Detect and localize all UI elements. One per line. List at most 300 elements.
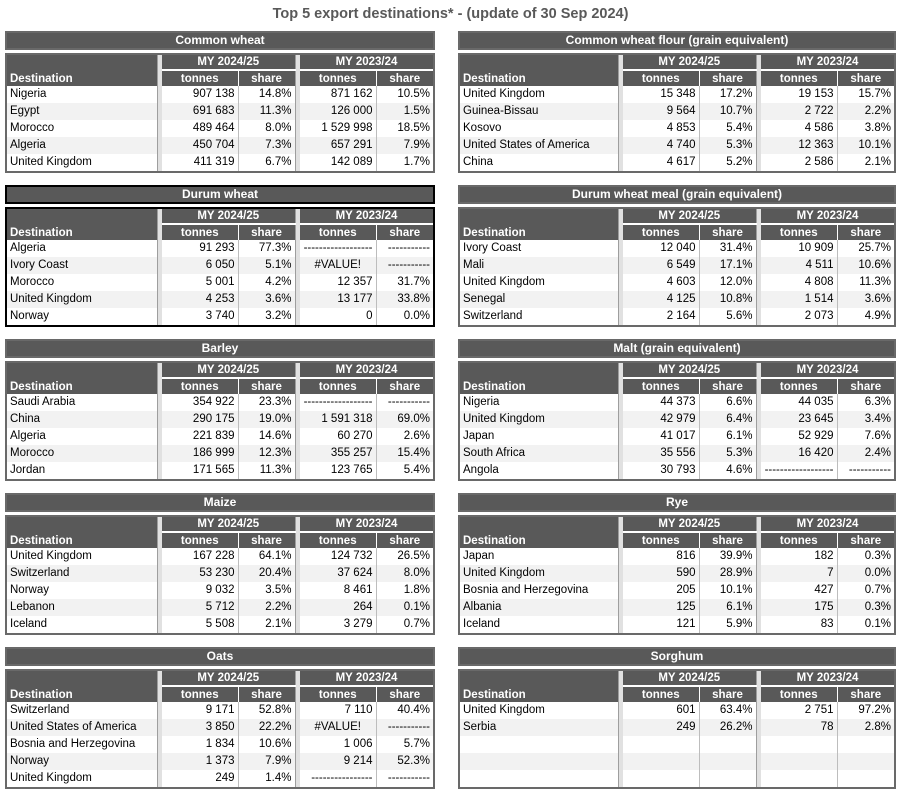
table-oats	[5, 647, 435, 789]
table-body	[458, 669, 896, 789]
share-previous-cell: 2.1%	[837, 154, 894, 171]
table-row	[460, 616, 894, 633]
table-body	[458, 53, 896, 173]
tonnes-header: tonnes	[761, 378, 837, 394]
my-2023-24-header: MY 2023/24	[761, 517, 894, 532]
table-title: Durum wheat	[5, 185, 435, 204]
table-body	[5, 53, 435, 173]
share-current-cell: 6.7%	[238, 154, 295, 171]
table-body	[458, 515, 896, 635]
my-2023-24-header: MY 2023/24	[761, 55, 894, 70]
tonnes-previous-cell: 12 363	[761, 137, 837, 154]
table-row	[460, 719, 894, 736]
my-2024-25-header: MY 2024/25	[162, 671, 295, 686]
share-current-cell: 3.2%	[238, 308, 295, 325]
share-previous-cell: 2.8%	[837, 719, 894, 736]
table-row	[460, 274, 894, 291]
share-current-cell: 3.6%	[238, 291, 295, 308]
table-row	[7, 394, 433, 411]
share-previous-cell: 7.6%	[837, 428, 894, 445]
share-current-cell: 11.3%	[238, 103, 295, 120]
header-group-row	[7, 209, 433, 224]
table-row	[460, 736, 894, 753]
table-row	[460, 445, 894, 462]
tonnes-current-cell: 9 032	[205, 584, 235, 596]
tonnes-current-cell: 2 164	[666, 310, 696, 322]
share-header: share	[238, 686, 295, 702]
share-header: share	[699, 378, 756, 394]
table-barley	[5, 339, 435, 481]
destination-header: Destination	[460, 517, 618, 548]
tonnes-current-cell: 171 565	[192, 464, 235, 476]
data-table	[7, 55, 433, 171]
data-table	[7, 363, 433, 479]
tonnes-previous-cell: 8 461	[343, 584, 373, 596]
tonnes-previous-cell: 1 514	[761, 291, 837, 308]
destination-cell: Morocco	[10, 276, 55, 288]
tonnes-previous-cell: 16 420	[761, 445, 837, 462]
share-current-cell: 17.1%	[699, 257, 756, 274]
destination-cell: Morocco	[7, 445, 157, 462]
destination-cell: Bosnia and Herzegovina	[463, 584, 589, 596]
tonnes-previous-cell: ------------------	[303, 242, 373, 254]
tonnes-previous-cell: 10 909	[798, 242, 834, 254]
tonnes-current-cell: 450 704	[162, 137, 238, 154]
table-title: Rye	[458, 493, 896, 512]
table-common-wheat	[5, 31, 435, 173]
share-current-cell: 7.9%	[238, 753, 295, 770]
table-row	[460, 137, 894, 154]
share-current-cell: 2.2%	[238, 599, 295, 616]
destination-cell: United Kingdom	[7, 291, 157, 308]
table-durum-wheat	[5, 185, 435, 327]
destination-cell: Algeria	[10, 242, 46, 254]
table-row	[7, 565, 433, 582]
tonnes-current-cell: 601	[676, 704, 696, 716]
tonnes-previous-cell: 12 357	[337, 276, 373, 288]
table-row	[7, 240, 433, 257]
tonnes-current-cell: 816	[676, 550, 696, 562]
my-2023-24-header: MY 2023/24	[300, 55, 433, 70]
tonnes-current-cell: 1 834	[205, 738, 235, 750]
table-row	[460, 548, 894, 565]
table-body	[5, 669, 435, 789]
destination-cell: South Africa	[460, 445, 618, 462]
share-header: share	[699, 70, 756, 86]
tonnes-current-cell: 4 617	[666, 156, 696, 168]
destination-header: Destination	[460, 209, 618, 240]
tonnes-header: tonnes	[623, 70, 699, 86]
table-title: Oats	[5, 647, 435, 666]
share-current-cell: 6.6%	[699, 394, 756, 411]
table-row	[7, 582, 433, 599]
header-group-row	[7, 363, 433, 378]
share-previous-cell: 26.5%	[376, 548, 433, 565]
table-row	[7, 462, 433, 479]
table-row	[7, 274, 433, 291]
destination-cell: Senegal	[460, 291, 618, 308]
table-row	[7, 736, 433, 753]
data-table	[7, 671, 433, 787]
tonnes-previous-cell: ----------------	[311, 772, 373, 784]
table-row	[460, 86, 894, 103]
destination-cell: United Kingdom	[10, 550, 92, 562]
share-current-cell: 8.0%	[238, 120, 295, 137]
tonnes-previous-cell: 83	[820, 618, 834, 630]
tonnes-current-cell: 91 293	[199, 242, 235, 254]
my-2023-24-header: MY 2023/24	[761, 363, 894, 378]
share-current-cell: 14.6%	[238, 428, 295, 445]
share-current-cell: 6.1%	[699, 599, 756, 616]
share-previous-cell: 0.1%	[837, 616, 894, 633]
table-row	[460, 394, 894, 411]
share-header: share	[837, 378, 894, 394]
tonnes-current-cell: 3 850	[162, 719, 238, 736]
tonnes-previous-cell: 264	[300, 599, 376, 616]
tonnes-current-cell: 167 228	[192, 550, 235, 562]
my-2023-24-header: MY 2023/24	[300, 209, 433, 224]
tonnes-current-cell: 9 564	[623, 103, 699, 120]
destination-cell: Norway	[10, 310, 49, 322]
tonnes-previous-cell: ------------------	[303, 396, 373, 408]
tonnes-current-cell: 125	[623, 599, 699, 616]
table-row	[460, 120, 894, 137]
share-previous-cell: 0.1%	[376, 599, 433, 616]
share-current-cell: 5.6%	[699, 308, 756, 325]
destination-cell: Switzerland	[463, 310, 523, 322]
share-current-cell: 14.8%	[238, 86, 295, 103]
page-title: Top 5 export destinations* - (update of 30 Sep 2024)	[272, 6, 629, 22]
share-current-cell: 64.1%	[238, 548, 295, 565]
data-table	[460, 363, 894, 479]
tonnes-current-cell: 411 319	[193, 156, 235, 168]
data-table	[7, 517, 433, 633]
tonnes-previous-cell: 2 073	[804, 310, 834, 322]
table-row	[460, 411, 894, 428]
destination-cell: United Kingdom	[463, 704, 545, 716]
tonnes-current-cell: 35 556	[623, 445, 699, 462]
table-common-wheat-flour	[458, 31, 896, 173]
share-current-cell	[699, 736, 756, 753]
share-current-cell: 23.3%	[238, 394, 295, 411]
my-2023-24-header: MY 2023/24	[300, 363, 433, 378]
my-2023-24-header: MY 2023/24	[300, 517, 433, 532]
share-previous-cell: 5.4%	[376, 462, 433, 479]
tonnes-header: tonnes	[761, 70, 837, 86]
share-previous-cell: -----------	[376, 770, 433, 787]
tonnes-previous-cell: 182	[814, 550, 834, 562]
destination-cell: Albania	[460, 599, 618, 616]
share-previous-cell: 0.3%	[837, 548, 894, 565]
my-2024-25-header: MY 2024/25	[623, 363, 756, 378]
tonnes-header: tonnes	[300, 70, 376, 86]
share-current-cell: 5.4%	[699, 120, 756, 137]
tonnes-header: tonnes	[162, 378, 238, 394]
share-previous-cell: -----------	[376, 719, 433, 736]
table-row	[7, 719, 433, 736]
tonnes-current-cell: 4 603	[666, 276, 696, 288]
destination-cell	[460, 770, 618, 787]
share-header: share	[376, 686, 433, 702]
tonnes-current-cell: 4 853	[666, 122, 696, 134]
destination-header: Destination	[7, 671, 157, 702]
tonnes-header: tonnes	[300, 532, 376, 548]
share-header: share	[699, 224, 756, 240]
share-header: share	[699, 532, 756, 548]
share-current-cell: 5.1%	[238, 257, 295, 274]
share-previous-cell: 10.1%	[837, 137, 894, 154]
tonnes-previous-cell: #VALUE!	[300, 719, 376, 736]
share-previous-cell: 69.0%	[376, 411, 433, 428]
tonnes-current-cell: 6 549	[623, 257, 699, 274]
my-2024-25-header: MY 2024/25	[162, 363, 295, 378]
destination-header: Destination	[460, 363, 618, 394]
table-row	[460, 240, 894, 257]
tonnes-previous-cell: 9 214	[300, 753, 376, 770]
share-previous-cell: 10.6%	[837, 257, 894, 274]
header-group-row	[7, 55, 433, 70]
share-current-cell: 63.4%	[699, 702, 756, 719]
tonnes-current-cell: 15 348	[660, 88, 696, 100]
table-row	[7, 548, 433, 565]
share-previous-cell: -----------	[376, 240, 433, 257]
tonnes-previous-cell: 4 586	[804, 122, 834, 134]
table-body	[458, 361, 896, 481]
tonnes-previous-cell: 124 732	[330, 550, 373, 562]
share-current-cell: 10.1%	[699, 582, 756, 599]
tonnes-current-cell: 6 050	[162, 257, 238, 274]
header-group-row	[460, 671, 894, 686]
table-row	[460, 702, 894, 719]
destination-cell: Bosnia and Herzegovina	[10, 738, 136, 750]
share-current-cell: 5.9%	[699, 616, 756, 633]
table-row	[7, 428, 433, 445]
my-2024-25-header: MY 2024/25	[623, 517, 756, 532]
share-previous-cell: 15.7%	[837, 86, 894, 103]
tonnes-previous-cell: 126 000	[300, 103, 376, 120]
share-previous-cell: 33.8%	[376, 291, 433, 308]
tonnes-header: tonnes	[761, 532, 837, 548]
table-row	[7, 137, 433, 154]
destination-header: Destination	[460, 671, 618, 702]
share-previous-cell: 3.8%	[837, 120, 894, 137]
share-current-cell: 19.0%	[238, 411, 295, 428]
share-previous-cell: 15.4%	[376, 445, 433, 462]
tonnes-previous-cell: 44 035	[798, 396, 834, 408]
table-body	[5, 515, 435, 635]
tonnes-header: tonnes	[623, 686, 699, 702]
tonnes-previous-cell: 1 529 998	[321, 122, 373, 134]
tonnes-current-cell: 12 040	[660, 242, 696, 254]
share-previous-cell: 97.2%	[837, 702, 894, 719]
table-row	[7, 616, 433, 633]
destination-cell: Egypt	[7, 103, 157, 120]
tonnes-previous-cell: 2 751	[804, 704, 834, 716]
table-durum-wheat-meal	[458, 185, 896, 327]
destination-cell: Switzerland	[7, 565, 157, 582]
table-row	[460, 291, 894, 308]
table-maize	[5, 493, 435, 635]
destination-cell: Norway	[10, 584, 49, 596]
tonnes-current-cell: 4 740	[623, 137, 699, 154]
table-row	[460, 308, 894, 325]
tonnes-previous-cell: 4 511	[761, 257, 837, 274]
table-row	[460, 753, 894, 770]
table-row	[7, 308, 433, 325]
tonnes-previous-cell: 7 110	[344, 704, 373, 716]
tonnes-current-cell	[623, 753, 699, 770]
share-current-cell: 2.1%	[238, 616, 295, 633]
share-current-cell	[699, 753, 756, 770]
tonnes-current-cell: 41 017	[660, 430, 696, 442]
tonnes-previous-cell	[761, 770, 837, 787]
my-2024-25-header: MY 2024/25	[162, 55, 295, 70]
table-title: Malt (grain equivalent)	[458, 339, 896, 358]
table-row	[7, 86, 433, 103]
share-header: share	[238, 532, 295, 548]
tonnes-previous-cell: 1 006	[343, 738, 373, 750]
tonnes-previous-cell	[761, 736, 837, 753]
share-previous-cell: -----------	[376, 394, 433, 411]
tonnes-current-cell: 290 175	[162, 411, 238, 428]
table-row	[460, 257, 894, 274]
tonnes-previous-cell: 871 162	[330, 88, 373, 100]
tonnes-current-cell: 590	[623, 565, 699, 582]
tonnes-header: tonnes	[162, 224, 238, 240]
table-row	[460, 462, 894, 479]
tonnes-current-cell: 4 125	[623, 291, 699, 308]
share-previous-cell: 1.5%	[376, 103, 433, 120]
destination-cell: United Kingdom	[10, 772, 92, 784]
tonnes-current-cell: 30 793	[660, 464, 696, 476]
tonnes-current-cell: 489 464	[192, 122, 235, 134]
tonnes-previous-cell: 2 722	[761, 103, 837, 120]
table-row	[460, 154, 894, 171]
my-2024-25-header: MY 2024/25	[162, 517, 295, 532]
share-current-cell: 6.1%	[699, 428, 756, 445]
table-title: Barley	[5, 339, 435, 358]
table-title: Common wheat flour (grain equivalent)	[458, 31, 896, 50]
destination-cell: Nigeria	[463, 396, 500, 408]
tonnes-header: tonnes	[623, 378, 699, 394]
share-header: share	[238, 224, 295, 240]
share-current-cell: 5.3%	[699, 137, 756, 154]
share-current-cell: 3.5%	[238, 582, 295, 599]
tonnes-previous-cell: 23 645	[761, 411, 837, 428]
data-table	[7, 209, 433, 325]
share-current-cell: 28.9%	[699, 565, 756, 582]
share-previous-cell	[837, 736, 894, 753]
share-previous-cell: 52.3%	[376, 753, 433, 770]
destination-cell: China	[463, 156, 494, 168]
share-previous-cell: 0.3%	[837, 599, 894, 616]
tonnes-current-cell	[623, 770, 699, 787]
tonnes-header: tonnes	[162, 686, 238, 702]
my-2023-24-header: MY 2023/24	[300, 671, 433, 686]
table-row	[7, 702, 433, 719]
destination-cell: Ivory Coast	[7, 257, 157, 274]
tonnes-previous-cell: ------------------	[764, 464, 834, 476]
share-previous-cell: 10.5%	[376, 86, 433, 103]
header-group-row	[460, 209, 894, 224]
table-row	[460, 582, 894, 599]
table-row	[7, 445, 433, 462]
table-title: Sorghum	[458, 647, 896, 666]
table-row	[460, 428, 894, 445]
tonnes-previous-cell: 0	[366, 310, 373, 322]
share-previous-cell: 4.9%	[837, 308, 894, 325]
destination-cell: United Kingdom	[460, 565, 618, 582]
tonnes-previous-cell: 37 624	[300, 565, 376, 582]
destination-cell: Japan	[463, 550, 495, 562]
tonnes-current-cell: 121	[676, 618, 696, 630]
share-header: share	[837, 686, 894, 702]
share-current-cell: 12.0%	[699, 274, 756, 291]
tonnes-current-cell: 354 922	[192, 396, 235, 408]
table-row	[7, 120, 433, 137]
destination-cell: Lebanon	[7, 599, 157, 616]
table-row	[460, 599, 894, 616]
tonnes-header: tonnes	[623, 532, 699, 548]
tonnes-current-cell: 44 373	[660, 396, 696, 408]
share-current-cell: 10.6%	[238, 736, 295, 753]
destination-cell: United States of America	[460, 137, 618, 154]
header-group-row	[460, 55, 894, 70]
share-current-cell: 7.3%	[238, 137, 295, 154]
tonnes-header: tonnes	[300, 686, 376, 702]
share-header: share	[238, 378, 295, 394]
data-table	[460, 671, 894, 787]
my-2024-25-header: MY 2024/25	[623, 671, 756, 686]
share-current-cell: 10.7%	[699, 103, 756, 120]
destination-header: Destination	[460, 55, 618, 86]
destination-cell: United States of America	[7, 719, 157, 736]
share-previous-cell: 1.8%	[376, 582, 433, 599]
destination-cell: Nigeria	[10, 88, 47, 100]
destination-header: Destination	[7, 363, 157, 394]
tonnes-current-cell	[623, 736, 699, 753]
share-current-cell: 20.4%	[238, 565, 295, 582]
table-row	[460, 565, 894, 582]
share-current-cell: 11.3%	[238, 462, 295, 479]
share-current-cell: 4.2%	[238, 274, 295, 291]
destination-cell: United Kingdom	[463, 276, 545, 288]
header-group-row	[460, 363, 894, 378]
destination-cell	[460, 753, 618, 770]
destination-cell: Serbia	[460, 719, 618, 736]
share-previous-cell	[837, 770, 894, 787]
table-title: Durum wheat meal (grain equivalent)	[458, 185, 896, 204]
table-row	[7, 599, 433, 616]
share-current-cell: 52.8%	[238, 702, 295, 719]
tonnes-current-cell: 205	[676, 584, 696, 596]
destination-cell: Kosovo	[463, 122, 502, 134]
table-body	[5, 207, 435, 327]
table-row	[7, 411, 433, 428]
tables-grid	[5, 31, 896, 789]
share-current-cell: 6.4%	[699, 411, 756, 428]
tonnes-previous-cell: 19 153	[798, 88, 834, 100]
tonnes-previous-cell: 142 089	[330, 156, 373, 168]
table-malt	[458, 339, 896, 481]
share-previous-cell: 3.4%	[837, 411, 894, 428]
my-2023-24-header: MY 2023/24	[761, 209, 894, 224]
share-previous-cell: -----------	[837, 462, 894, 479]
table-body	[458, 207, 896, 327]
share-header: share	[837, 532, 894, 548]
my-2024-25-header: MY 2024/25	[162, 209, 295, 224]
tonnes-current-cell: 1 373	[162, 753, 238, 770]
